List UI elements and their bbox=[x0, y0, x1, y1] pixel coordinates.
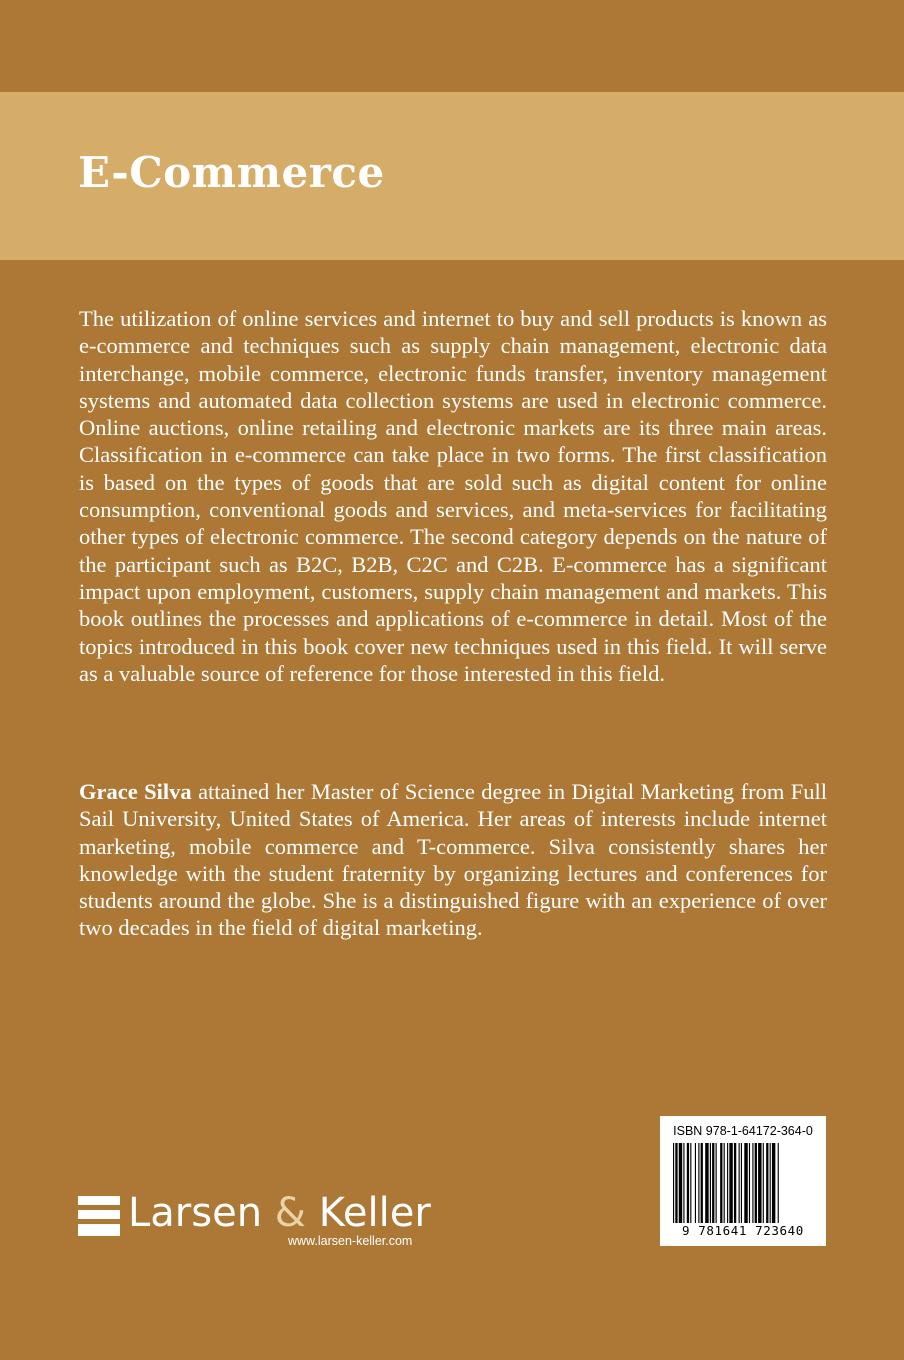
publisher-logo bbox=[78, 1190, 458, 1250]
author-bio-text: attained her Master of Science degree in Digital Marketing from Full Sail University, United States of America. Her areas of interests include internet marketing, mobile commerce and T-commerce. Silva consistently shares her knowledge with the student fraternity by organizing lectures and conferences for students around the globe. She is a distinguished figure with an experience of over two decades in the field of digital marketing. bbox=[79, 779, 828, 941]
isbn-digits: 9 781641 723640 bbox=[682, 1223, 804, 1238]
isbn-barcode-box bbox=[660, 1116, 826, 1246]
publisher-name bbox=[128, 1190, 431, 1236]
book-title: E-Commerce bbox=[78, 148, 385, 197]
isbn-label: ISBN 978-1-64172-364-0 bbox=[673, 1124, 813, 1138]
publisher-logo-icon bbox=[78, 1196, 120, 1236]
publisher-ampersand: & bbox=[274, 1190, 306, 1236]
author-bio bbox=[79, 778, 827, 942]
author-name: Grace Silva bbox=[79, 779, 192, 804]
book-description: The utilization of online services and internet to buy and sell products is known as e-commerce and techniques such as supply chain management, electronic data interchange, mobile commerce, electronic funds transfer, inventory management systems and automated data collection systems are used in electronic commerce. Online auctions, online retailing and electronic markets are its three main areas. Classification in e-commerce can take place in two forms. The first classification is based on the types of goods that are sold such as digital content for online consumption, conventional goods and services, and meta-services for facilitating other types of electronic commerce. The second category depends on the nature of the participant such as B2C, B2B, C2C and C2B. E-commerce has a significant impact upon employment, customers, supply chain management and markets. This book outlines the processes and applications of e-commerce in detail. Most of the topics introduced in this book cover new techniques used in this field. It will serve as a valuable source of reference for those interested in this field. bbox=[79, 306, 827, 686]
publisher-name-part1: Larsen bbox=[128, 1190, 263, 1236]
publisher-url: www.larsen-keller.com bbox=[288, 1234, 413, 1248]
barcode-icon bbox=[673, 1143, 813, 1223]
publisher-name-part2: Keller bbox=[318, 1190, 431, 1236]
